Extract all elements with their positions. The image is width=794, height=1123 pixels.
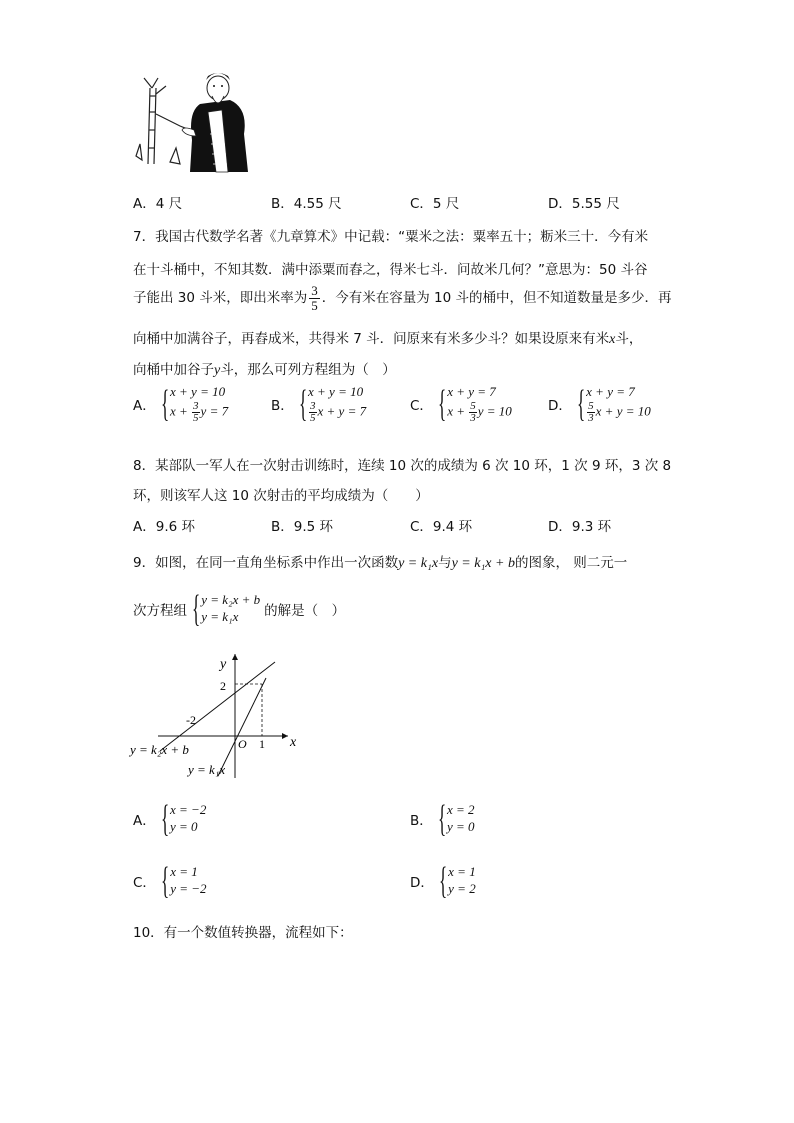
- y-axis-label: y: [220, 657, 227, 672]
- q7-option-c[interactable]: C． { x + y = 7 x + $\frac{5}{3}$ y = 10: [410, 382, 512, 425]
- q7-line-4: 向桶中加满谷子，再舂成米，共得米 7 斗．问原来有米多少斗？如果设原来有米x斗，: [133, 331, 643, 347]
- q9-line-2: 次方程组 { y = k₂x + b y = k₁x 的解是（ ）: [133, 588, 346, 630]
- x-axis-label: x: [290, 735, 297, 750]
- label-line-k1x: y = k₁x: [188, 762, 226, 777]
- q7-line-5: 向桶中加谷子y斗，那么可列方程组为（ ）: [133, 362, 396, 378]
- rate-fraction: $\frac{3}{5}$: [311, 283, 318, 313]
- q9-line-1: 9．如图，在同一直角坐标系中作出一次函数y = k₁x与y = k₁x + b的图象， 则二元一: [133, 555, 628, 571]
- q8-option-c[interactable]: C．9.4 环: [410, 519, 473, 535]
- q9-option-c[interactable]: C． { x = 1 y = −2: [133, 860, 207, 902]
- q7-line-2: 在十斗桶中，不知其数．满中添粟而舂之，得米七斗．问故米几何？”意思为：50 斗谷: [133, 262, 648, 278]
- q7-option-d[interactable]: D． { x + y = 7 $\frac{5}{3}$ x + y = 10: [548, 382, 651, 425]
- brace-icon: {: [160, 860, 170, 902]
- q9-coordinate-graph: [128, 650, 308, 780]
- q9-option-d[interactable]: D． { x = 1 y = 2: [410, 860, 476, 902]
- brace-icon: {: [298, 382, 307, 425]
- tick-x-neg2: -2: [186, 713, 196, 727]
- q10-line-1: 10．有一个数值转换器，流程如下：: [133, 925, 353, 941]
- brace-icon: {: [160, 382, 169, 425]
- tick-x-1: 1: [259, 737, 265, 751]
- label-line-k2x-plus-b: y = k₂x + b: [130, 742, 189, 757]
- q6-option-b[interactable]: B．4.55 尺: [271, 196, 342, 212]
- brace-icon: {: [437, 382, 447, 425]
- q7-option-b[interactable]: B． { x + y = 10 $\frac{3}{5}$ x + y = 7: [271, 382, 367, 425]
- q7-line-3: 子能出 30 斗米，即出米率为 $\frac{3}{5}$ ．今有米在容量为 10 斗的桶中，但不知道数量是多少．再: [133, 283, 672, 313]
- q7-option-a[interactable]: A． { x + y = 10 x + $\frac{3}{5}$ y = 7: [133, 382, 229, 425]
- tick-y-2: 2: [220, 679, 226, 693]
- q9-option-b[interactable]: B． { x = 2 y = 0: [410, 798, 475, 840]
- q8-option-d[interactable]: D．9.3 环: [548, 519, 612, 535]
- brace-icon: {: [576, 382, 586, 425]
- line-k2x-plus-b: [160, 662, 275, 751]
- brace-icon: {: [437, 798, 446, 840]
- q6-option-d[interactable]: D．5.55 尺: [548, 196, 620, 212]
- q6-option-a[interactable]: A．4 尺: [133, 196, 183, 212]
- brace-icon: {: [438, 860, 448, 902]
- brace-icon: {: [192, 588, 201, 630]
- q8-line-2: 环，则该军人这 10 次射击的平均成绩为（ ）: [133, 488, 429, 504]
- q6-option-c[interactable]: C．5 尺: [410, 196, 460, 212]
- q8-option-a[interactable]: A．9.6 环: [133, 519, 195, 535]
- q9-option-a[interactable]: A． { x = −2 y = 0: [133, 798, 207, 840]
- origin-label: O: [238, 737, 247, 751]
- q8-line-1: 8．某部队一军人在一次射击训练时，连续 10 次的成绩为 6 次 10 环，1 次 9 环，3 次 8: [133, 458, 672, 474]
- scholar-bamboo-illustration: [130, 64, 258, 176]
- brace-icon: {: [160, 798, 169, 840]
- q8-option-b[interactable]: B．9.5 环: [271, 519, 334, 535]
- q7-line-1: 7．我国古代数学名著《九章算术》中记载：“粟米之法：粟率五十；粝米三十．今有米: [133, 229, 649, 245]
